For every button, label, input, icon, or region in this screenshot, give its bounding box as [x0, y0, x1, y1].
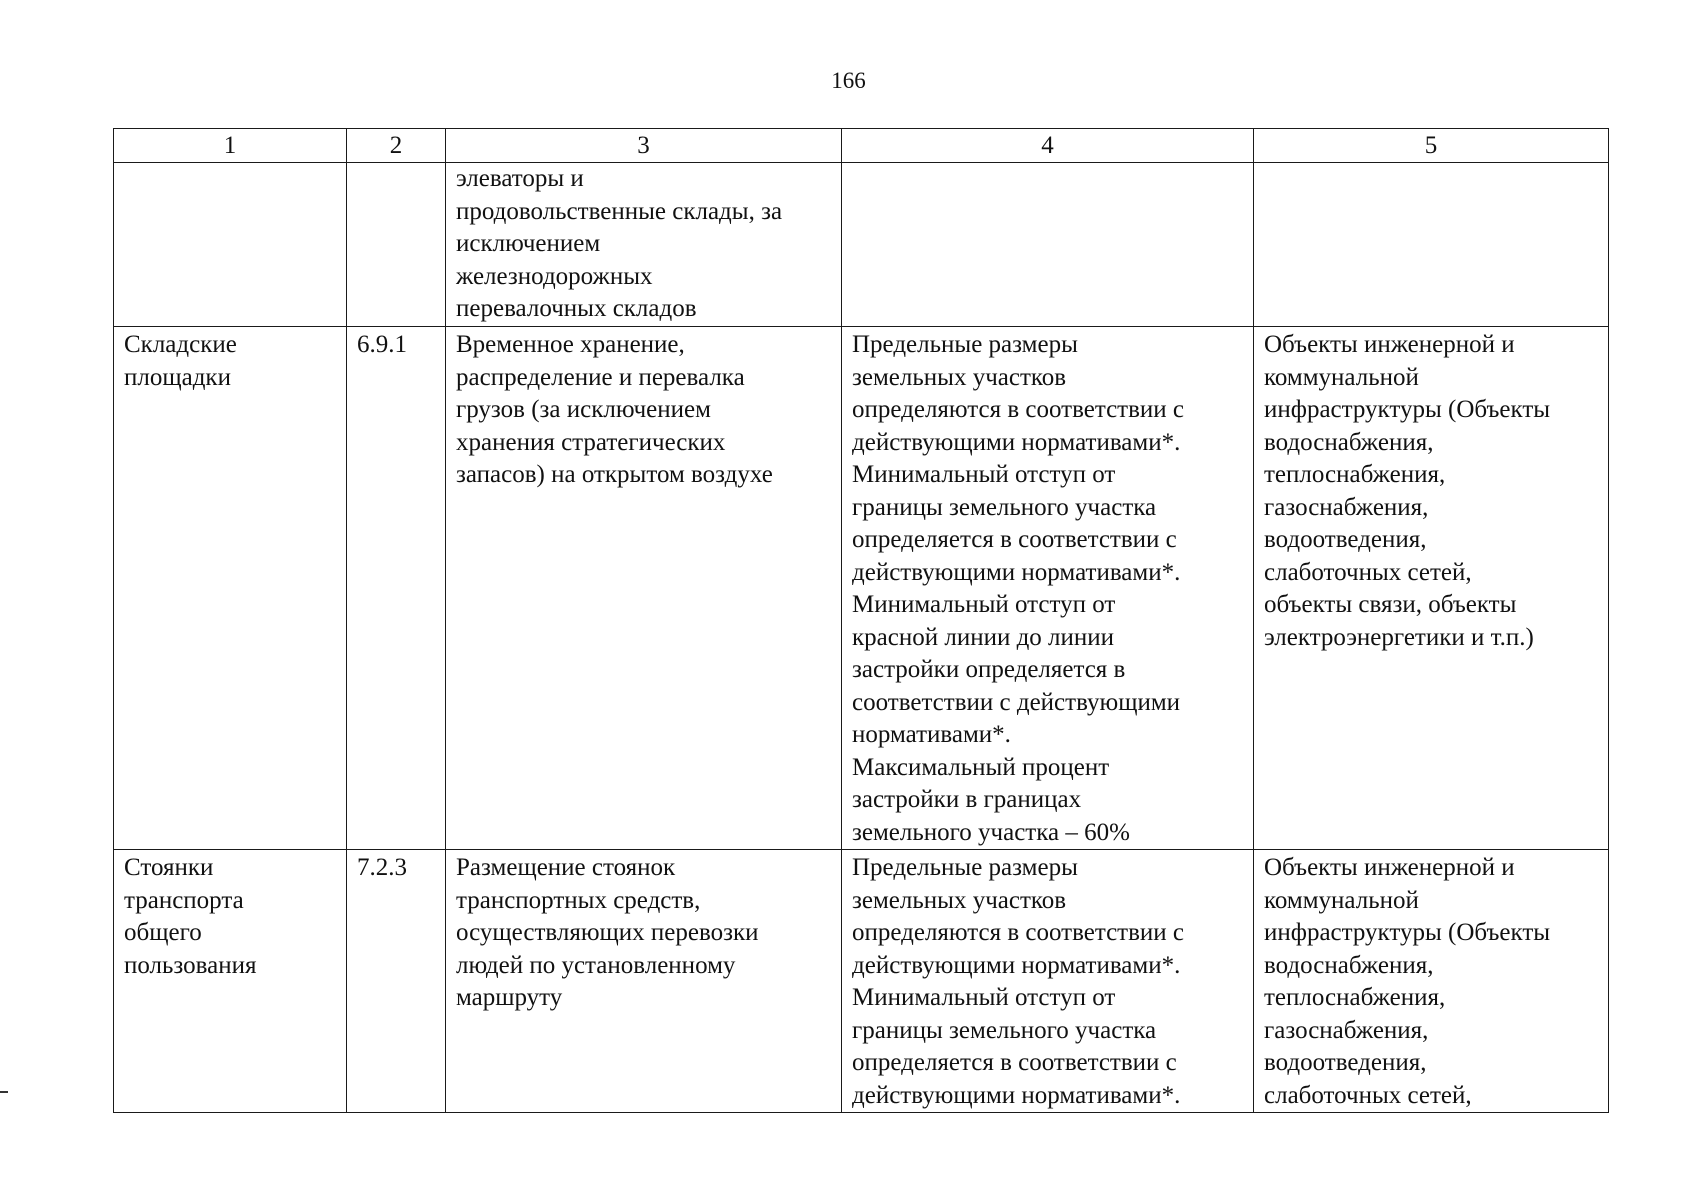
table-row: [114, 850, 1609, 1113]
cell-parameters: [842, 327, 1254, 850]
cell-text: Размещение стоянок транспортных средств, осуществляющих перевозки людей по установленному маршруту: [456, 854, 759, 1011]
header-col-4: 4: [842, 129, 1254, 163]
cell-parameters: [842, 850, 1254, 1113]
cell-auxiliary: [1254, 163, 1609, 327]
cell-text: 7.2.3: [357, 854, 407, 881]
cell-description: [446, 163, 842, 327]
cell-text: 6.9.1: [357, 331, 407, 358]
cell-text: Временное хранение, распределение и перевалка грузов (за исключением хранения стратегических запасов) на открытом воздухе: [456, 331, 773, 488]
cell-code: [347, 163, 446, 327]
cell-use-name: [114, 850, 347, 1113]
cell-text: Объекты инженерной и коммунальной инфраструктуры (Объекты водоснабжения, теплоснабжения, газоснабжения, водоотведения, слаботочных сетей, объекты связи, объекты электроэнергетики и т.п.): [1264, 331, 1551, 651]
cell-auxiliary: [1254, 327, 1609, 850]
table-row: [114, 163, 1609, 327]
header-col-3: 3: [446, 129, 842, 163]
table-header-row: [114, 129, 1609, 163]
header-col-2: 2: [347, 129, 446, 163]
header-col-1: 1: [114, 129, 347, 163]
page-number: 166: [831, 68, 866, 93]
margin-mark: [0, 1091, 8, 1093]
cell-text: Объекты инженерной и коммунальной инфраструктуры (Объекты водоснабжения, теплоснабжения, газоснабжения, водоотведения, слаботочных сетей,: [1264, 854, 1551, 1109]
cell-text: Стоянки транспорта общего пользования: [124, 854, 257, 979]
cell-text: Предельные размеры земельных участков определяются в соответствии с действующими нормативами*. Минимальный отступ от границы земельного участка определяется в соответствии с действующими нормативами*. Минимальный отступ от красной линии до линии застройки определяется в соответствии с действующими нормативами*. Максимальный процент застройки в границах земельного участка – 60%: [852, 331, 1185, 846]
cell-text: Складские площадки: [124, 331, 237, 391]
cell-code: [347, 850, 446, 1113]
cell-code: [347, 327, 446, 850]
table-row: [114, 327, 1609, 850]
cell-parameters: [842, 163, 1254, 327]
cell-auxiliary: [1254, 850, 1609, 1113]
cell-use-name: [114, 163, 347, 327]
cell-use-name: [114, 327, 347, 850]
zoning-table: [113, 128, 1609, 1113]
cell-text: Предельные размеры земельных участков определяются в соответствии с действующими нормативами*. Минимальный отступ от границы земельного участка определяется в соответствии с действующими нормативами*.: [852, 854, 1185, 1109]
header-col-5: 5: [1254, 129, 1609, 163]
cell-text: элеваторы и продовольственные склады, за исключением железнодорожных перевалочных складов: [456, 165, 783, 322]
cell-description: [446, 327, 842, 850]
cell-description: [446, 850, 842, 1113]
